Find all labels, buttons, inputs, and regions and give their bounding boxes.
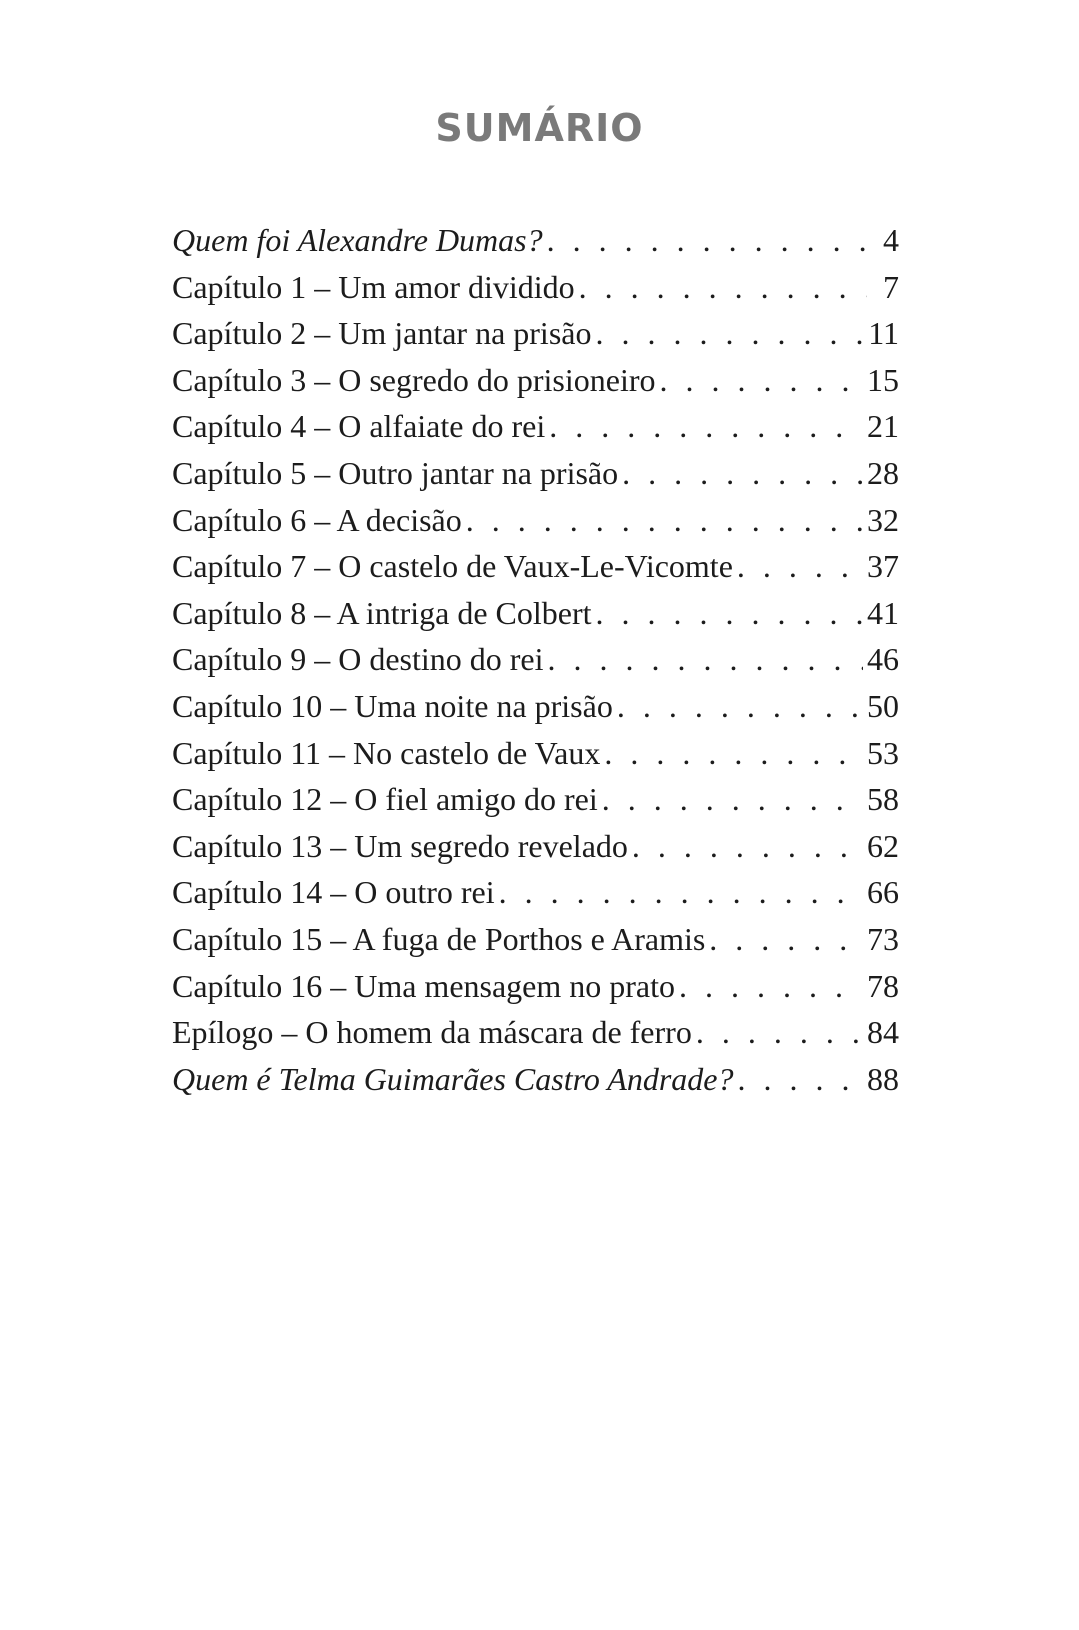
toc-dot-leader [602,781,863,818]
toc-entry [172,1014,899,1061]
toc-page-number: 28 [867,454,899,491]
toc-entry [172,222,899,269]
toc-dot-leader [595,315,864,352]
toc-page-number: 73 [867,920,899,957]
toc-page-number: 46 [867,641,899,678]
page-title: SUMÁRIO [435,106,644,150]
toc-entry [172,362,899,409]
toc-entry-label: Epílogo – O homem da máscara de ferro [172,1014,692,1051]
toc-entry-label: Capítulo 7 – O castelo de Vaux-Le-Vicomte [172,548,733,585]
toc-entry [172,408,899,455]
toc-page-number: 21 [867,408,899,445]
toc-dot-leader [548,641,863,678]
toc-entry [172,874,899,921]
toc-dot-leader [737,548,863,585]
toc-page-number: 15 [867,361,899,398]
toc-page-number: 84 [867,1014,899,1051]
toc-entry-label: Capítulo 5 – Outro jantar na prisão [172,454,619,491]
toc-entry-label: Capítulo 1 – Um amor dividido [172,268,575,305]
table-of-contents [172,222,899,1107]
toc-entry [172,315,899,362]
toc-entry-label: Capítulo 13 – Um segredo revelado [172,827,628,864]
toc-page-number: 41 [867,594,899,631]
toc-dot-leader [549,408,863,445]
toc-page-number: 50 [867,687,899,724]
toc-entry-label: Capítulo 6 – A decisão [172,501,462,538]
toc-entry [172,548,899,595]
toc-entry [172,455,899,502]
toc-page-number: 88 [867,1060,899,1097]
toc-entry [172,735,899,782]
toc-page-number: 78 [867,967,899,1004]
toc-entry-label: Quem foi Alexandre Dumas? [172,222,543,258]
toc-page-number: 7 [883,268,899,305]
toc-entry [172,688,899,735]
toc-entry [172,595,899,642]
toc-page-number: 4 [883,222,899,258]
toc-dot-leader [604,735,863,772]
toc-page-number: 58 [867,781,899,818]
toc-entry-label: Quem é Telma Guimarães Castro Andrade? [172,1060,734,1097]
toc-dot-leader [579,269,867,306]
toc-page-number: 62 [867,827,899,864]
toc-entry-label: Capítulo 14 – O outro rei [172,874,495,911]
toc-entry [172,1061,899,1108]
toc-entry-label: Capítulo 8 – A intriga de Colbert [172,594,592,631]
toc-dot-leader [679,968,863,1005]
toc-dot-leader [547,222,867,259]
toc-entry [172,781,899,828]
toc-entry-label: Capítulo 3 – O segredo do prisioneiro [172,361,656,398]
toc-dot-leader [617,688,863,725]
toc-dot-leader [659,362,863,399]
toc-dot-leader [622,455,863,492]
toc-entry [172,921,899,968]
toc-page-number: 37 [867,548,899,585]
toc-entry [172,968,899,1015]
toc-dot-leader [737,1061,863,1098]
toc-dot-leader [709,921,863,958]
toc-entry-label: Capítulo 15 – A fuga de Porthos e Aramis [172,920,706,957]
toc-entry [172,828,899,875]
toc-entry [172,641,899,688]
toc-entry-label: Capítulo 2 – Um jantar na prisão [172,315,592,352]
toc-entry-label: Capítulo 11 – No castelo de Vaux [172,734,601,771]
toc-entry-label: Capítulo 16 – Uma mensagem no prato [172,967,676,1004]
toc-entry [172,269,899,316]
toc-entry-label: Capítulo 12 – O fiel amigo do rei [172,781,598,818]
toc-dot-leader [696,1014,863,1051]
toc-dot-leader [499,874,863,911]
toc-dot-leader [466,502,863,539]
toc-page-number: 53 [867,734,899,771]
toc-dot-leader [632,828,863,865]
toc-entry [172,502,899,549]
toc-page-number: 66 [867,874,899,911]
toc-page-number: 32 [867,501,899,538]
toc-dot-leader [596,595,863,632]
toc-entry-label: Capítulo 4 – O alfaiate do rei [172,408,546,445]
toc-entry-label: Capítulo 9 – O destino do rei [172,641,544,678]
toc-entry-label: Capítulo 10 – Uma noite na prisão [172,687,613,724]
toc-page-number: 11 [868,315,899,352]
